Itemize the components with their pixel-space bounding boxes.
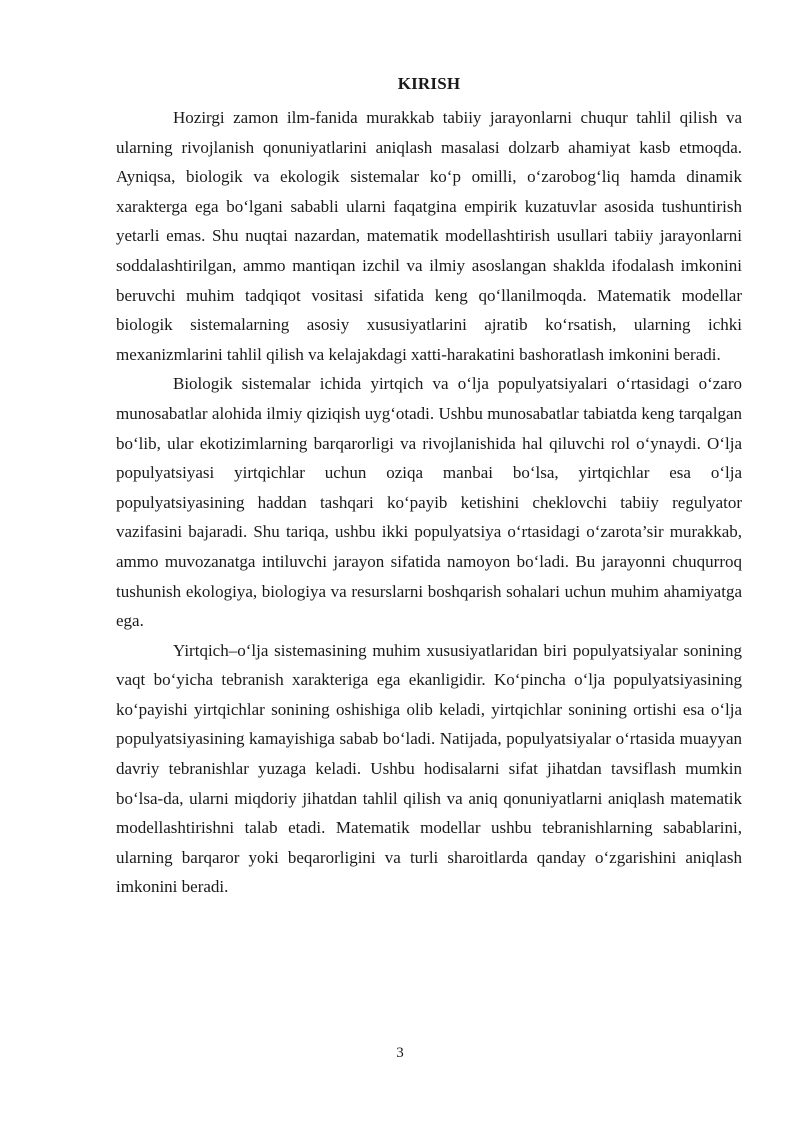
section-title: KIRISH	[397, 74, 461, 93]
document-page	[116, 74, 742, 902]
page-number: 3	[396, 1045, 404, 1061]
paragraph-oscillations: Yirtqich–o‘lja sistemasining muhim xususiyatlaridan biri populyatsiyalar sonining vaqt bo‘yicha tebranish xarakteriga ega ekanligidir. Ko‘pincha o‘lja populyatsiyasining ko‘payishi yirtqichlar sonining oshishiga olib keladi, yirtqichlar sonining ortishi esa o‘lja populyatsiyasining kamayishiga sabab bo‘ladi. Natijada, populyatsiyalar o‘rtasida muayyan davriy tebranishlar yuzaga keladi. Ushbu hodisalarni sifat jihatdan tavsiflash mumkin bo‘lsa-da, ularni miqdoriy jihatdan tahlil qilish va aniq qonuniyatlarni aniqlash matematik modellashtirishni talab etadi. Matematik modellar ushbu tebranishlarning sabablarini, ularning barqaror yoki beqarorligini va turli sharoitlarda qanday o‘zgarishini aniqlash imkonini beradi.	[116, 640, 742, 897]
paragraph-intro: Hozirgi zamon ilm-fanida murakkab tabiiy jarayonlarni chuqur tahlil qilish va ularning rivojlanish qonuniyatlarini aniqlash masalasi dolzarb ahamiyat kasb etmoqda. Ayniqsa, biologik va ekologik sistemalar ko‘p omilli, o‘zarobog‘liq hamda dinamik xarakterga ega bo‘lgani sababli ularni faqatgina empirik kuzatuvlar asosida tushuntirish yetarli emas. Shu nuqtai nazardan, matematik modellashtirish usullari tabiiy jarayonlarni soddalashtirilgan, ammo mantiqan izchil va ilmiy asoslangan shaklda ifodalash imkonini beruvchi muhim tadqiqot vositasi sifatida keng qo‘llanilmoqda. Matematik modellar biologik sistemalarning asosiy xususiyatlarini ajratib ko‘rsatish, ularning ichki mexanizmlarini tahlil qilish va kelajakdagi xatti-harakatini bashoratlash imkonini beradi.	[116, 108, 742, 364]
paragraph-predator-prey: Biologik sistemalar ichida yirtqich va o‘lja populyatsiyalari o‘rtasidagi o‘zaro munosabatlar alohida ilmiy qiziqish uyg‘otadi. Ushbu munosabatlar tabiatda keng tarqalgan bo‘lib, ular ekotizimlarning barqarorligi va rivojlanishida hal qiluvchi rol o‘ynaydi. O‘lja populyatsiyasi yirtqichlar uchun oziqa manbai bo‘lsa, yirtqichlar esa o‘lja populyatsiyasining haddan tashqari ko‘payib ketishini cheklovchi tabiiy regulyator vazifasini bajaradi. Shu tariqa, ushbu ikki populyatsiya o‘rtasidagi o‘zarota’sir murakkab, ammo muvozanatga intiluvchi jarayon sifatida namoyon bo‘ladi. Bu jarayonni chuqurroq tushunish ekologiya, biologiya va resurslarni boshqarish sohalari uchun muhim ahamiyatga ega.	[116, 374, 742, 631]
